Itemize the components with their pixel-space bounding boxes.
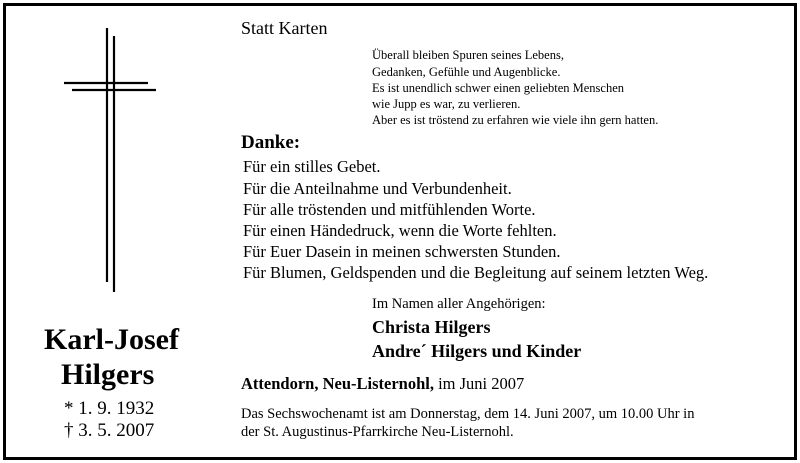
signer-name-1: Christa Hilgers <box>372 317 491 337</box>
thanks-line-4: Für einen Händedruck, wenn die Worte fehlten. <box>243 221 557 240</box>
date-text: im Juni 2007 <box>433 374 525 393</box>
poem-line-2: Gedanken, Gefühle und Augenblicke. <box>372 65 561 79</box>
poem-line-5: Aber es ist tröstend zu erfahren wie viele ihn gern hatten. <box>372 113 659 127</box>
statt-karten-heading: Statt Karten <box>241 18 328 38</box>
birth-date: * 1. 9. 1932 <box>64 398 155 419</box>
deceased-first-name: Karl-Josef <box>44 323 179 356</box>
thanks-line-3: Für alle tröstenden und mitfühlenden Worte. <box>243 200 536 219</box>
service-notice-line-2: der St. Augustinus-Pfarrkirche Neu-Listernohl. <box>241 424 514 440</box>
signature-intro: Im Namen aller Angehörigen: <box>372 296 546 312</box>
death-date: † 3. 5. 2007 <box>64 420 155 441</box>
thanks-line-5: Für Euer Dasein in meinen schwersten Stunden. <box>243 242 561 261</box>
place-text: Attendorn, Neu-Listernohl, <box>241 374 434 393</box>
signer-name-2: Andre´ Hilgers und Kinder <box>372 341 582 361</box>
thanks-line-6: Für Blumen, Geldspenden und die Begleitung auf seinem letzten Weg. <box>243 263 709 282</box>
thanks-title: Danke: <box>241 132 301 153</box>
service-notice-line-1: Das Sechswochenamt ist am Donnerstag, dem 14. Juni 2007, um 10.00 Uhr in <box>241 406 695 422</box>
deceased-last-name: Hilgers <box>61 358 155 391</box>
poem-line-1: Überall bleiben Spuren seines Lebens, <box>372 48 564 62</box>
poem-line-4: wie Jupp es war, zu verlieren. <box>372 97 521 111</box>
poem-line-3: Es ist unendlich schwer einen geliebten Menschen <box>372 81 625 95</box>
place-date <box>241 374 524 394</box>
thanks-line-1: Für ein stilles Gebet. <box>243 157 381 176</box>
thanks-line-2: Für die Anteilnahme und Verbundenheit. <box>243 179 512 198</box>
